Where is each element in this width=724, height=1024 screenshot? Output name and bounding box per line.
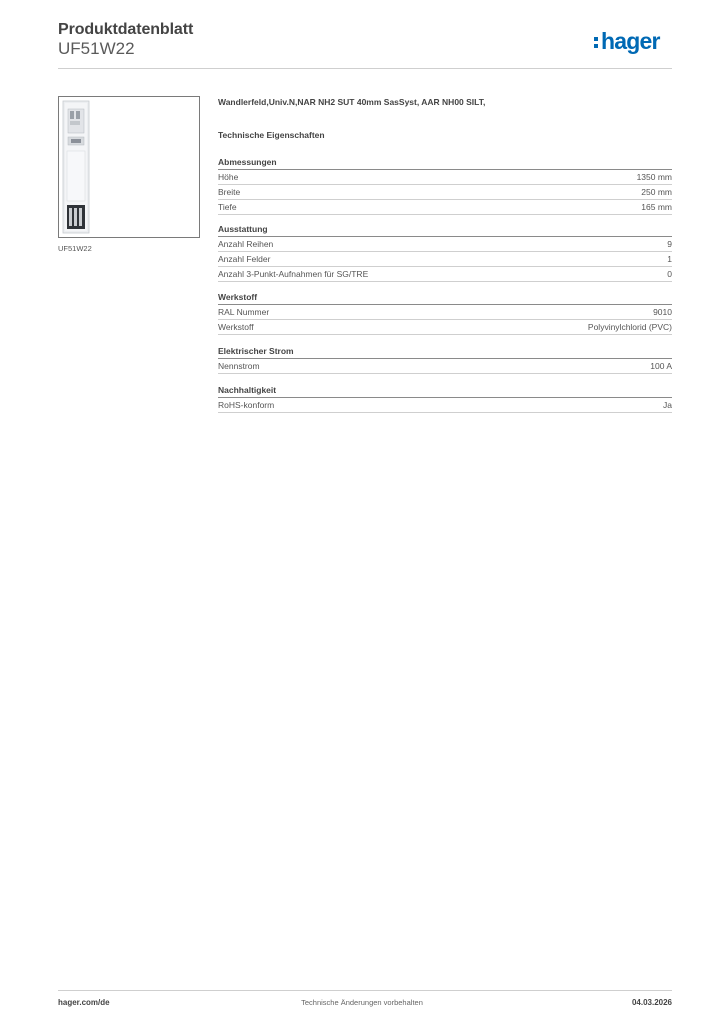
logo-wordmark: hager [601, 27, 660, 54]
image-caption: UF51W22 [58, 244, 92, 253]
property-row [218, 359, 672, 374]
property-row [218, 320, 672, 335]
property-row [218, 200, 672, 215]
footer-notice: Technische Änderungen vorbehalten [301, 998, 423, 1007]
property-label: Anzahl Reihen [218, 239, 274, 249]
property-label: Anzahl 3-Punkt-Aufnahmen für SG/TRE [218, 269, 369, 279]
property-value: 250 mm [641, 187, 672, 197]
product-description: Wandlerfeld,Univ.N,NAR NH2 SUT 40mm SasSyst, AAR NH00 SILT, [218, 97, 486, 107]
technical-properties-heading: Technische Eigenschaften [218, 130, 325, 140]
property-row [218, 185, 672, 200]
property-value: 1 [667, 254, 672, 264]
property-value: 165 mm [641, 202, 672, 212]
property-label: Anzahl Felder [218, 254, 271, 264]
footer-website: hager.com/de [58, 998, 110, 1007]
section-equipment [218, 223, 672, 282]
property-label: RoHS-konform [218, 400, 275, 410]
section-electrical-current [218, 345, 672, 374]
property-value: 1350 mm [636, 172, 672, 182]
section-title: Abmessungen [218, 156, 672, 170]
product-code: UF51W22 [58, 39, 135, 58]
section-title: Werkstoff [218, 291, 672, 305]
property-label: Breite [218, 187, 241, 197]
section-sustainability [218, 384, 672, 413]
footer-date: 04.03.2026 [631, 998, 672, 1007]
property-label: Werkstoff [218, 322, 254, 332]
property-value: Polyvinylchlorid (PVC) [587, 322, 672, 332]
property-label: RAL Nummer [218, 307, 270, 317]
section-title: Nachhaltigkeit [218, 384, 672, 398]
header-divider [58, 68, 672, 69]
property-value: 0 [667, 269, 672, 279]
property-label: Höhe [218, 172, 239, 182]
property-value: 9 [667, 239, 672, 249]
property-row [218, 398, 672, 413]
hager-logo [594, 28, 660, 54]
footer-divider [58, 990, 672, 991]
property-row [218, 170, 672, 185]
property-row [218, 252, 672, 267]
product-image [58, 96, 200, 238]
section-title: Ausstattung [218, 223, 672, 237]
logo-colon-mark [594, 33, 599, 49]
page-title: Produktdatenblatt [58, 21, 194, 38]
product-image-graphic [59, 97, 199, 237]
property-row [218, 237, 672, 252]
property-row [218, 267, 672, 282]
property-label: Nennstrom [218, 361, 260, 371]
property-row [218, 305, 672, 320]
property-value: 9010 [653, 307, 672, 317]
property-label: Tiefe [218, 202, 237, 212]
section-material [218, 291, 672, 335]
section-title: Elektrischer Strom [218, 345, 672, 359]
property-value: Ja [663, 400, 672, 410]
property-value: 100 A [650, 361, 672, 371]
section-dimensions [218, 156, 672, 215]
